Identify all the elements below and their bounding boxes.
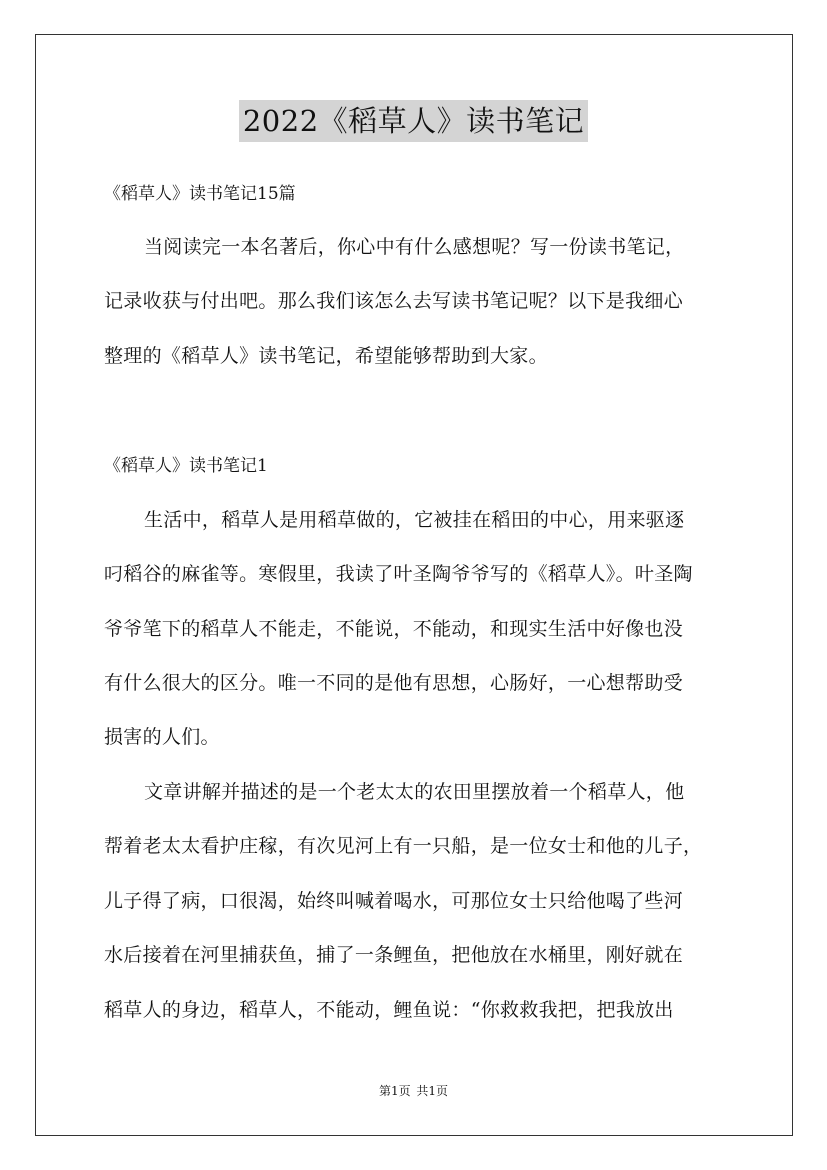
paragraph-line: 有什么很大的区分。唯一不同的是他有思想，心肠好，一心想帮助受: [104, 672, 684, 694]
section-heading: 《稻草人》读书笔记1: [104, 456, 268, 476]
paragraph-line: 水后接着在河里捕获鱼，捕了一条鲤鱼，把他放在水桶里，刚好就在: [104, 944, 684, 966]
paragraph-line: 儿子得了病，口很渴，始终叫喊着喝水，可那位女士只给他喝了些河: [104, 890, 684, 912]
paragraph-line: 生活中，稻草人是用稻草做的，它被挂在稻田的中心，用来驱逐: [144, 509, 685, 531]
intro-line: 整理的《稻草人》读书笔记，希望能够帮助到大家。: [104, 345, 548, 367]
title-container: [0, 100, 827, 142]
paragraph-line: 稻草人的身边，稻草人，不能动，鲤鱼说：“你救救我把，把我放出: [104, 999, 674, 1021]
paragraph-line: 帮着老太太看护庄稼，有次见河上有一只船，是一位女士和他的儿子，: [104, 835, 703, 857]
paragraph-line: 叼稻谷的麻雀等。寒假里，我读了叶圣陶爷爷写的《稻草人》。叶圣陶: [104, 563, 693, 585]
document-subtitle: 《稻草人》读书笔记15篇: [104, 184, 296, 204]
intro-line: 当阅读完一本名著后，你心中有什么感想呢？写一份读书笔记，: [144, 236, 685, 258]
paragraph-line: 损害的人们。: [104, 726, 220, 748]
intro-line: 记录收获与付出吧。那么我们该怎么去写读书笔记呢？以下是我细心: [104, 290, 684, 312]
paragraph-line: 爷爷笔下的稻草人不能走，不能说，不能动，和现实生活中好像也没: [104, 618, 684, 640]
document-title: 2022《稻草人》读书笔记: [239, 100, 588, 142]
paragraph-line: 文章讲解并描述的是一个老太太的农田里摆放着一个稻草人，他: [144, 781, 685, 803]
page-footer: 第1页 共1页: [378, 1084, 449, 1098]
